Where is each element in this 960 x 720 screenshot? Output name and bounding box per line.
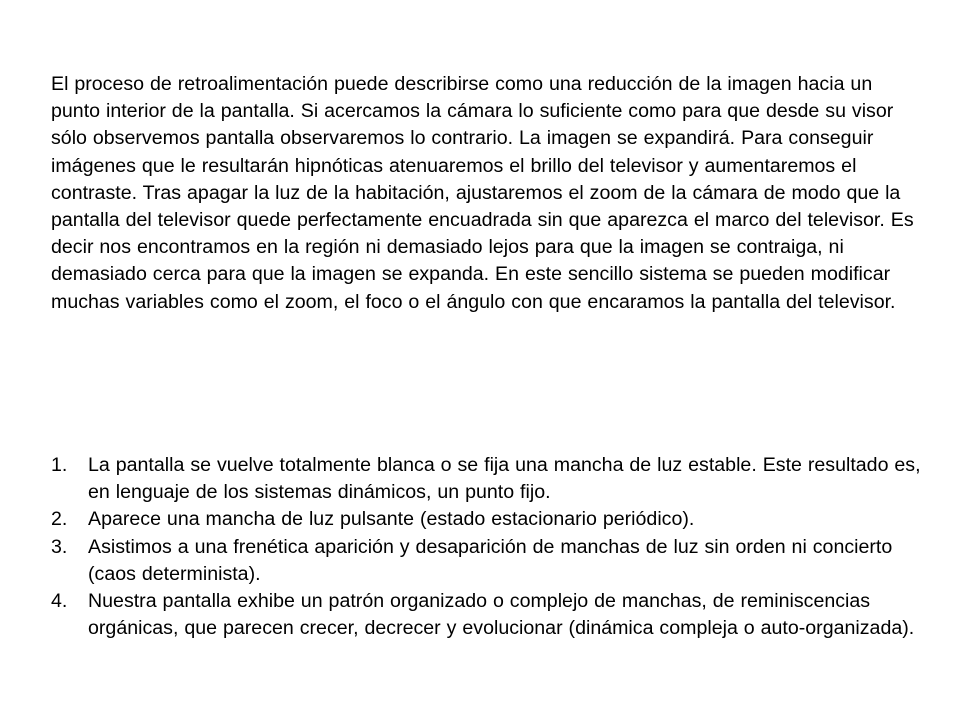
list-item-text: La pantalla se vuelve totalmente blanca o se fija una mancha de luz estable. Este resultado es, en lenguaje de los sistemas dinámicos, un punto fijo.: [88, 454, 921, 504]
body-paragraph: El proceso de retroalimentación puede describirse como una reducción de la imagen hacia un punto interior de la pantalla. Si acercamos la cámara lo suficiente como para que desde su visor sólo observemos pantalla observaremos lo contrario. La imagen se expandirá. Para conseguir imágenes que le resultarán hipnóticas atenuaremos el brillo del televisor y aumentaremos el contraste. Tras apagar la luz de la habitación, ajustaremos el zoom de la cámara de modo que la pantalla del televisor quede perfectamente encuadrada sin que aparezca el marco del televisor. Es decir nos encontramos en la región ni demasiado lejos para que la imagen se contraiga, ni demasiado cerca para que la imagen se expanda. En este sencillo sistema se pueden modificar muchas variables como el zoom, el foco o el ángulo con que encaramos la pantalla del televisor.: [51, 73, 914, 313]
list-item: [51, 534, 927, 588]
outcomes-list: [51, 452, 927, 642]
list-item: [51, 506, 927, 533]
list-item-text: Aparece una mancha de luz pulsante (estado estacionario periódico).: [88, 508, 695, 531]
list-item: [51, 452, 927, 506]
list-item-text: Asistimos a una frenética aparición y desaparición de manchas de luz sin orden ni concierto (caos determinista).: [88, 535, 893, 585]
list-item-number: 4.: [51, 590, 68, 613]
list-item-number: 3.: [51, 535, 68, 558]
list-item-number: 1.: [51, 454, 68, 476]
list-item-text: Nuestra pantalla exhibe un patrón organizado o complejo de manchas, de reminiscencias orgánicas, que parecen crecer, decrecer y evolucionar (dinámica compleja o auto-organizada).: [88, 590, 915, 640]
list-item: [51, 588, 927, 642]
list-item-number: 2.: [51, 508, 68, 531]
